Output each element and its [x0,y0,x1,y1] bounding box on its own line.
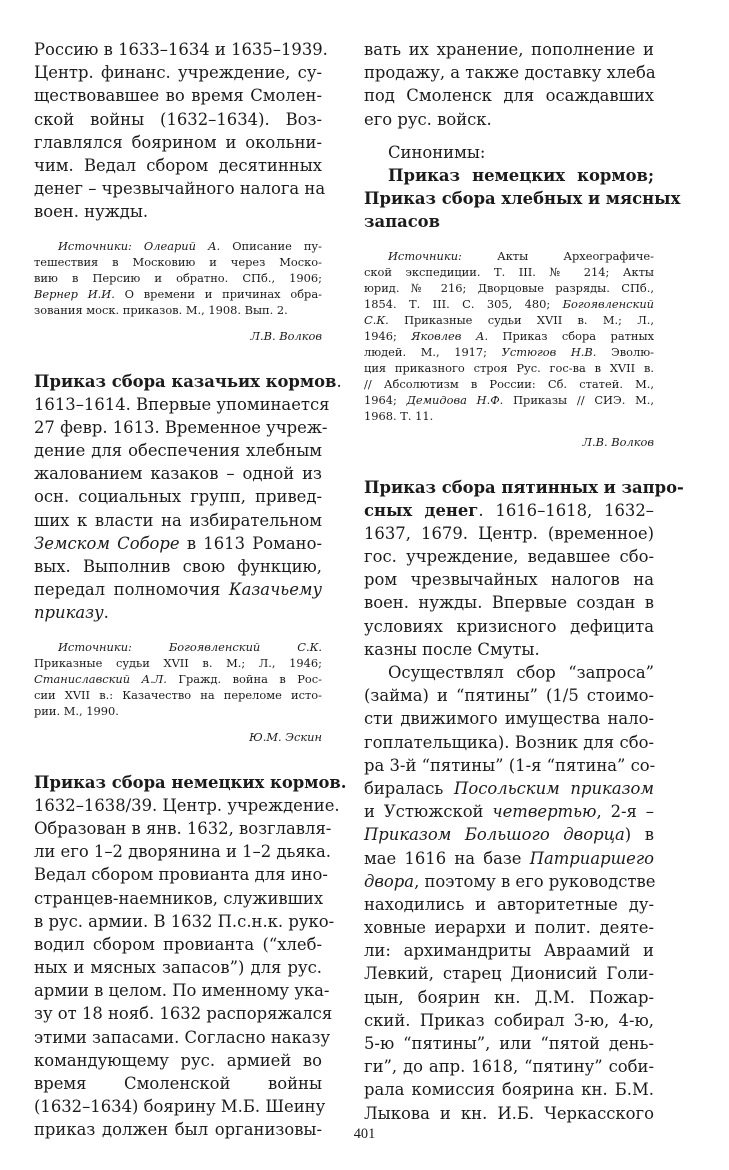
left-column [34,38,347,1142]
text-line [364,777,654,800]
sources-block [34,238,322,344]
text-line: в рус. армии. В 1632 П.с.н.к. руко- [34,911,335,931]
source-line: рии. М., 1990. [34,703,119,718]
text-line: чим. Ведал сбором десятинных [34,155,322,175]
text-line: цын, боярин кн. Д.М. Пожар- [364,987,654,1007]
text-line: Лыкова и кн. И.Б. Черкасского [364,1103,654,1123]
text-line: гоплательщика). Возник для сбо- [364,732,654,752]
text-line: ховные иерархи и полит. деяте- [364,918,654,938]
article-author: Ю.М. Эскин [249,729,322,744]
synonyms-block [364,141,681,234]
text-line: 1637, 1679. Центр. (временное) [364,523,654,543]
text-line [34,578,322,601]
source-text: Приказ сбора ратных [488,328,655,343]
source-line: зования моск. приказов. М., 1908. Вып. 2. [34,302,288,317]
cross-reference: четвертью [492,802,597,822]
right-column [364,38,684,1125]
cross-reference: приказу [34,603,104,623]
text-line: продажу, а также доставку хлеба [364,63,656,83]
source-line: // Абсолютизм в России: Сб. статей. М., [364,376,654,391]
text-line: (1632–1634) боярину М.Б. Шеину [34,1097,326,1117]
title-dot: . [336,371,342,391]
text-line: ги”, до апр. 1618, “пятину” соби- [364,1057,654,1077]
text-fragment: в 1613 Романо- [179,533,322,553]
text-line: воен. нужды. [34,202,149,222]
text-line [364,870,654,893]
source-line [34,238,322,254]
source-line [34,671,322,687]
text-line [364,847,654,870]
text-line: ли его 1–2 дворянина и 1–2 дьяка. [34,842,331,862]
text-line: 1613–1614. Впервые упоминается [34,394,330,414]
text-line: ных и мясных запасов”) для рус. [34,958,322,978]
text-line: сти движимого имущества нало- [364,709,654,729]
article-author: Л.В. Волков [582,434,654,449]
entry-title: Приказ сбора казачьих кормов [34,371,337,391]
text-line: командующему рус. армией во [34,1050,322,1070]
text-line: 1632–1638/39. Центр. учреждение. [34,795,340,815]
sources-label: Источники: [58,639,132,654]
source-line [34,639,322,655]
text-line: главлялся боярином и окольни- [34,132,322,152]
source-line: 1968. Т. 11. [364,408,434,423]
text-fragment: передал полномочия [34,580,229,600]
entry-kazach [34,370,342,625]
entry-title: сных денег [364,500,479,520]
text-line: гос. учреждение, ведавшее сбо- [364,547,654,567]
text-line: денег – чрезвычайного налога на [34,179,326,199]
text-fragment: . 1616–1618, 1632– [478,500,654,520]
sources-block [34,639,322,745]
text-line: его рус. войск. [364,109,492,129]
sources-label: Источники: [388,248,462,263]
text-line [34,370,342,393]
entry-nemets [34,771,347,1142]
text-fragment: и Устюжской [364,802,493,822]
page-number: 401 [353,1126,376,1142]
source-line [364,248,654,264]
synonym: Приказ сбора хлебных и мясных [364,189,681,209]
source-author: Станиславский А.Л. [34,671,167,686]
text-line: ром чрезвычайных налогов на [364,570,654,590]
source-line [34,687,322,703]
source-line: вию в Персию и обратно. СПб., 1906; [34,270,322,285]
source-text: людей. М., 1917; [364,344,502,359]
sources-block [364,248,654,450]
source-line: ция приказного строя Рус. гос-ва в XVII в. [364,360,654,375]
source-author: Олеарий А. [143,238,221,253]
entry-title: Приказ сбора пятинных и запро- [364,477,684,497]
text-line: 5-ю “пятины”, или “пятой день- [364,1034,654,1053]
source-text: в.: Казачество на переломе исто- [99,687,322,702]
cross-reference: двора [364,871,415,891]
source-line [364,328,654,344]
text-line: ра 3-й “пятины” (1-я “пятина” со- [364,755,656,775]
source-text: Акты Археографиче- [461,248,654,263]
source-line [364,312,654,328]
text-line: ский. Приказ собирал 3-ю, 4-ю, [364,1010,654,1030]
text-line: Центр. финанс. учреждение, су- [34,63,322,83]
source-author: Богоявленский [562,296,654,311]
text-line: рала комиссия боярина кн. Б.М. [364,1080,654,1100]
source-line: тешествия в Московию и через Моско- [34,254,322,269]
text-line [364,823,654,846]
text-line: ской войны (1632–1634). Воз- [34,109,322,129]
text-line: Левкий, старец Дионисий Голи- [364,964,654,984]
text-line: Осуществлял сбор “запроса” [388,663,654,682]
text-line [364,499,654,522]
source-author: Яковлев А. [411,328,489,343]
text-line: странцев-наемников, служивших [34,888,324,908]
text-line: вых. Выполнив свою функцию, [34,557,322,576]
synonyms-label: Синонимы: [388,142,486,162]
source-text: 1854. Т. III. С. 305, 480; [364,296,563,311]
text-line [364,800,654,823]
text-fragment: . [103,603,109,623]
source-line [364,296,654,312]
synonym: Приказ немецких кормов; [388,165,654,185]
cross-reference: Посольским приказом [454,778,654,798]
source-line [34,286,322,302]
source-line: ской экспедиции. Т. III. № 214; Акты [364,264,654,279]
text-line [34,532,322,555]
entry-title: Приказ сбора немецких кормов. [34,772,347,792]
text-line: зу от 18 нояб. 1632 распоряжался [34,1004,333,1024]
text-fragment: мае 1616 на базе [364,848,530,868]
source-text: Гражд. война в Рос- [166,671,323,686]
text-line: этими запасами. Согласно наказу [34,1027,331,1047]
text-line: казны после Смуты. [364,639,540,659]
source-text: сии XVII [34,687,91,702]
cross-reference: Земском Соборе [34,533,180,553]
text-line: водил сбором провианта (“хлеб- [34,934,322,954]
text-line: время Смоленской войны [34,1074,322,1093]
text-line: ли: архимандриты Авраамий и [364,941,654,961]
source-line [364,344,654,360]
source-line: Приказные судьи XVII в. М.; Л., 1946; [34,655,322,670]
text-line: ществовавшее во время Смолен- [34,86,322,106]
text-line: приказ должен был организовы- [34,1120,322,1140]
source-text: 1964; [364,392,407,407]
source-text: Приказные судьи XVII в. М.; Л., [388,312,654,327]
cross-reference: Патриаршего [529,848,654,868]
text-line: вать их хранение, пополнение и [364,40,654,59]
text-line: условиях кризисного дефицита [364,616,654,636]
text-line: Образован в янв. 1632, возглавля- [34,818,332,838]
text-fragment: ) в [624,825,654,845]
cross-reference: Казачьему [228,580,322,600]
text-fragment: биралась [364,778,455,798]
source-line [364,392,654,408]
text-line: осн. социальных групп, привед- [34,487,322,507]
article-author: Л.В. Волков [250,328,322,343]
source-text: О времени и причинах обра- [114,286,322,301]
entry-pyatin [364,476,684,1125]
text-line: Россию в 1633–1634 и 1635–1939. [34,40,328,59]
source-author: Богоявленский С.К. [168,639,322,654]
source-text: Приказы // СИЭ. М., [503,392,655,407]
text-line: находились и авторитетные ду- [364,894,654,914]
text-line: (займа) и “пятины” (1/5 стоимо- [364,686,654,706]
entry-continuation-text [34,38,328,224]
sources-label: Источники: [58,238,132,253]
text-line: Ведал сбором провианта для ино- [34,865,328,885]
text-fragment: , поэтому в его руководстве [414,871,656,891]
source-text: Эволю- [596,344,655,359]
text-line [34,771,347,794]
text-line: 27 февр. 1613. Временное учреж- [34,417,328,437]
text-line: дение для обеспечения хлебным [34,441,322,461]
source-author: Демидова Н.Ф. [406,392,504,407]
cross-reference: Приказом Большого дворца [364,825,625,845]
synonym: запасов [364,212,440,232]
text-line: под Смоленск для осаждавших [364,86,654,106]
entry-continuation-text [364,38,654,131]
source-author: Устюгов Н.В. [501,344,597,359]
source-text: Описание пу- [220,238,322,253]
source-line: юрид. № 216; Дворцовые разряды. СПб., [364,280,654,295]
source-text: 1946; [364,328,412,343]
text-line: жалованием казаков – одной из [34,464,322,484]
text-line: воен. нужды. Впервые создан в [364,593,654,613]
text-line: ших к власти на избирательном [34,510,322,530]
text-fragment: , 2-я – [596,802,654,822]
source-author: С.К. [364,312,389,327]
text-line [34,601,322,624]
source-author: Вернер И.И. [34,286,115,301]
text-line: армии в целом. По именному ука- [34,981,330,1001]
